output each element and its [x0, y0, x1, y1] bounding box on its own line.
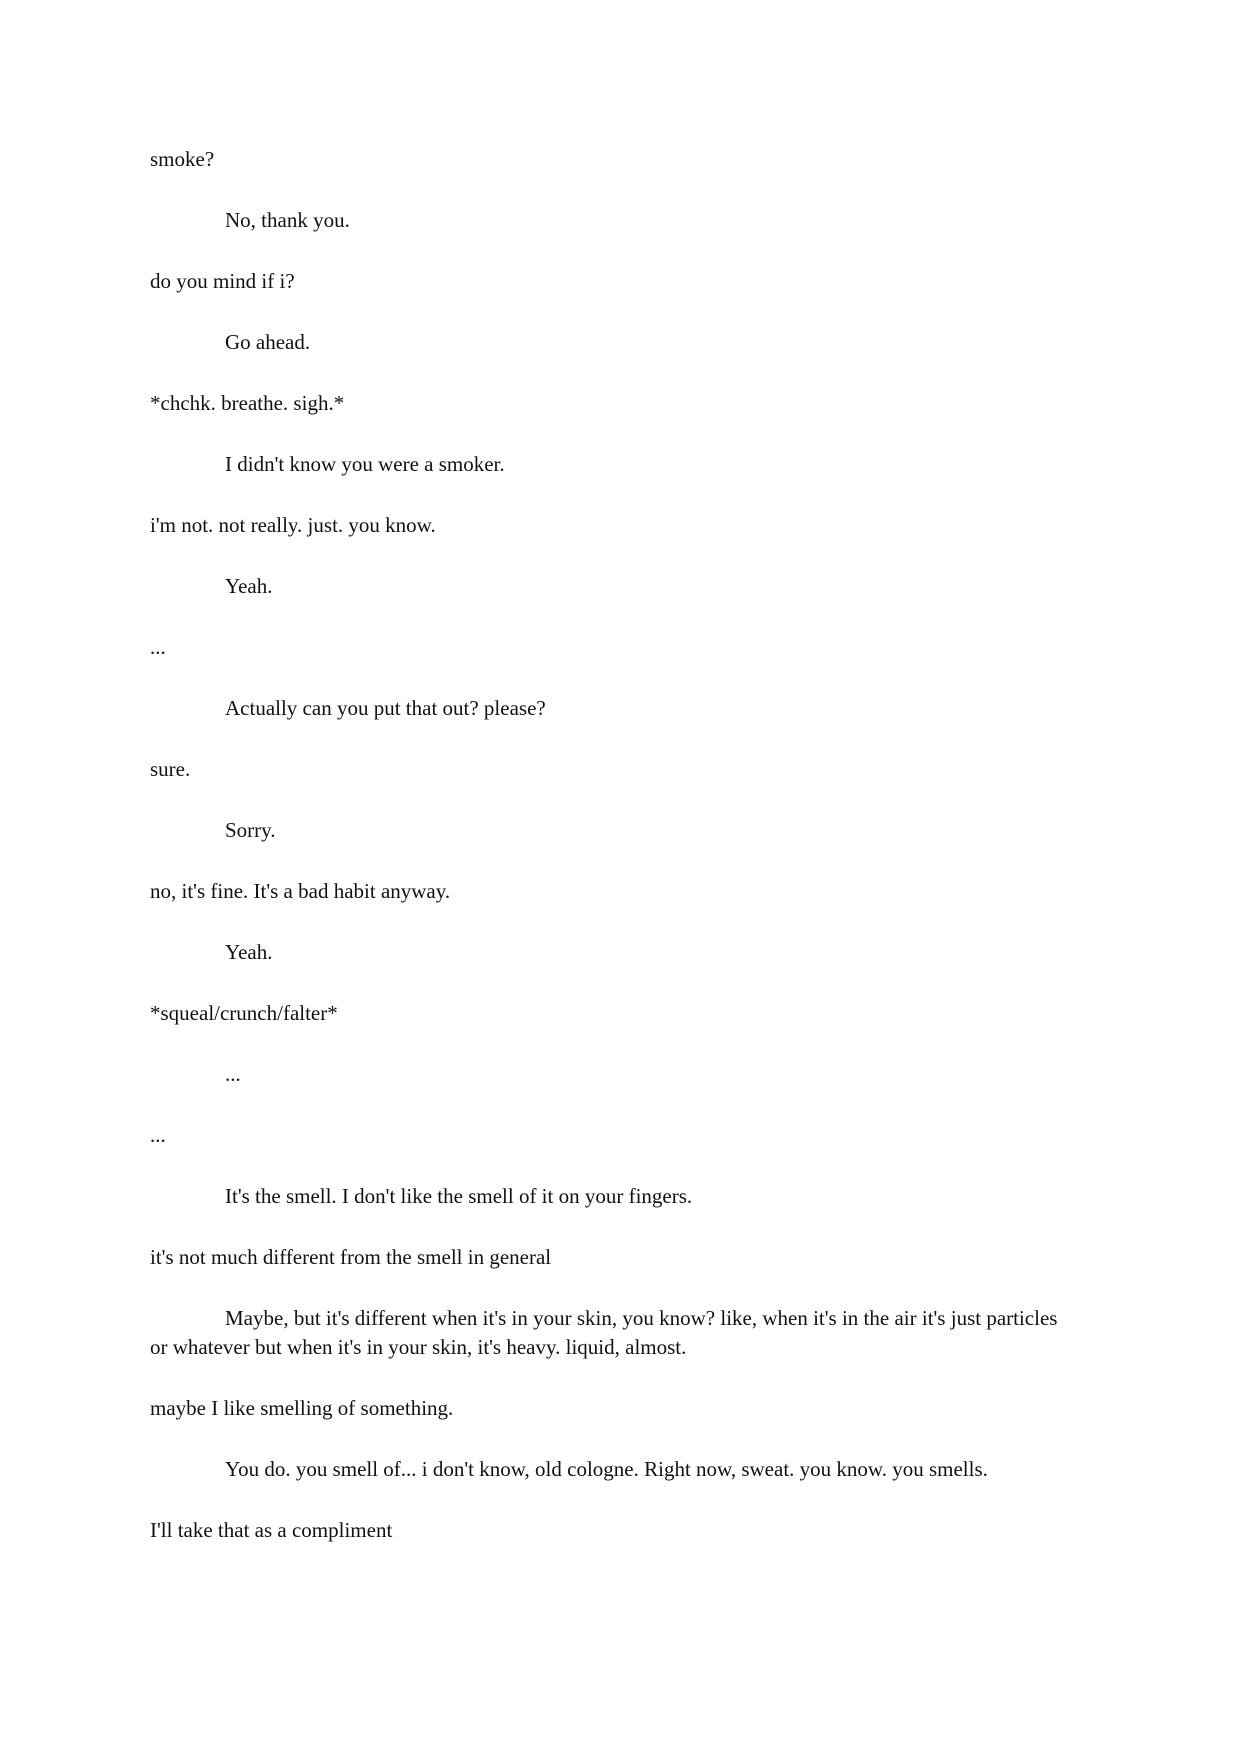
dialogue-line: Sorry. [225, 818, 276, 842]
dialogue-line: *chchk. breathe. sigh.* [150, 391, 345, 415]
dialogue-line: smoke? [150, 147, 215, 171]
dialogue-line: i'm not. not really. just. you know. [150, 513, 436, 537]
dialogue-line: Go ahead. [225, 330, 311, 354]
dialogue-line: I'll take that as a compliment [150, 1518, 393, 1542]
dialogue-line: Yeah. [225, 574, 273, 598]
dialogue-line: Actually can you put that out? please? [225, 696, 546, 720]
dialogue-line: ... [225, 1062, 241, 1086]
dialogue-line: no, it's fine. It's a bad habit anyway. [150, 879, 451, 903]
dialogue-line: do you mind if i? [150, 269, 295, 293]
dialogue-line: It's the smell. I don't like the smell of it on your fingers. [225, 1184, 693, 1208]
dialogue-line: Yeah. [225, 940, 273, 964]
dialogue-line: Maybe, but it's different when it's in your skin, you know? like, when it's in the air it's just particles or whatever but when it's in your skin, it's heavy. liquid, almost. [150, 1306, 1063, 1359]
dialogue-line: I didn't know you were a smoker. [225, 452, 505, 476]
dialogue-line: No, thank you. [225, 208, 350, 232]
dialogue-line: maybe I like smelling of something. [150, 1396, 454, 1420]
dialogue-line: ... [150, 635, 166, 659]
dialogue-line: *squeal/crunch/falter* [150, 1001, 338, 1025]
dialogue-line: it's not much different from the smell in general [150, 1245, 552, 1269]
dialogue-text [150, 145, 1080, 1577]
dialogue-line: ... [150, 1123, 166, 1147]
dialogue-line: sure. [150, 757, 191, 781]
dialogue-line: You do. you smell of... i don't know, old cologne. Right now, sweat. you know. you smells. [225, 1457, 988, 1481]
